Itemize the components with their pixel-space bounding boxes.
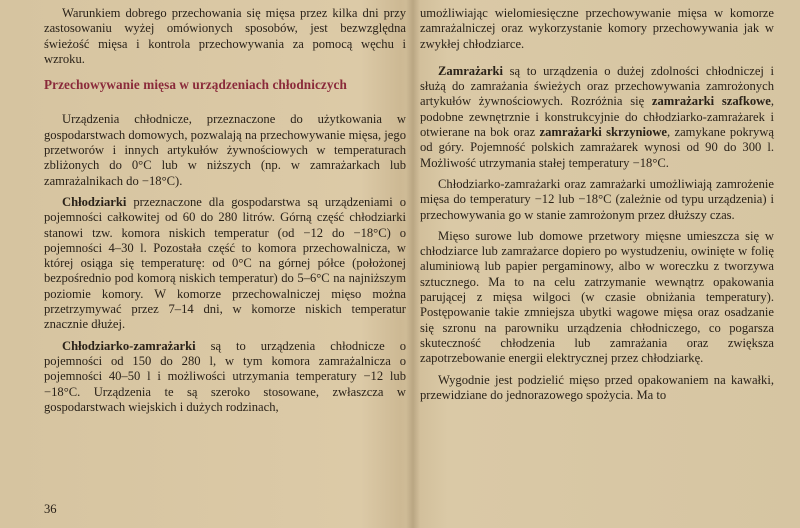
left-column xyxy=(44,6,406,421)
freezers-paragraph xyxy=(420,64,774,171)
fridge-freezers-term: Chłodziarko-zamrażarki xyxy=(62,338,196,353)
fridge-freezers-paragraph xyxy=(44,339,406,415)
freezers-text-c: , zamykane pokrywą od góry. Pojemność polskich zamrażarek wynosi od 90 do 300 l. Możliwość utrzymania stałej temperatury −18°C. xyxy=(420,125,774,170)
freezing-paragraph: Chłodziarko-zamrażarki oraz zamrażarki umożliwiają zamrożenie mięsa do temperatury −12 lub −18°C (zależnie od typu urządzenia) i przechowywania go w stanie zamrożonym przez dłuższy czas. xyxy=(420,176,774,222)
section-heading: Przechowywanie mięsa w urządzeniach chłodniczych xyxy=(44,77,347,93)
fridges-term: Chłodziarki xyxy=(62,194,127,209)
page-fold xyxy=(406,0,420,528)
packaging-paragraph: Mięso surowe lub domowe przetwory mięsne umieszcza się w chłodziarce lub zamrażarce dopiero po wystudzeniu, owinięte w folię aluminiową lub papier pergaminowy, albo w woreczku z tworzywa sztucznego. Ma to na celu zatrzymanie wewnątrz opakowania parującej z mięsa wilgoci (w czasie obniżania temperatury). Postępowanie takie zmniejsza ubytki wagowe mięsa oraz osadzanie się szronu na parowniku urządzenia chłodniczego, co pogarsza skuteczność chłodzenia lub zamrażania oraz zwiększa zapotrzebowanie energii elektrycznej przez chłodziarkę. xyxy=(420,228,774,366)
page-number: 36 xyxy=(44,502,57,516)
intro-paragraph: Warunkiem dobrego przechowania się mięsa przez kilka dni przy zastosowaniu wyżej omówionych sposobów, jest bezwzględna świeżość mięsa i kontrola przechowywania za pomocą węchu i wzroku. xyxy=(44,6,406,66)
freezers-text-a: są to urządzenia o dużej zdolności chłodniczej i służą do zamrażania świeżych oraz przechowywania zamrożonych artykułów żywnościowych. Rozróżnia się xyxy=(420,63,774,109)
portioning-paragraph: Wygodnie jest podzielić mięso przed opakowaniem na kawałki, przewidziane do jednorazowego spożycia. Ma to xyxy=(420,372,774,402)
continuation-paragraph: umożliwiając wielomiesięczne przechowywanie mięsa w komorze zamrażalniczej oraz wykorzystanie komory przechowywania jak w zwykłej chłodziarce. xyxy=(420,6,774,51)
fridge-freezers-text: są to urządzenia chłodnicze o pojemności od 150 do 280 l, w tym komora zamrażalnicza o pojemności 40–50 l i możliwości utrzymania temperatury −12 lub −18°C. Urządzenia te są szeroko stosowane, zwłaszcza w gospodarstwach wiejskich i dużych rodzinach, xyxy=(44,338,406,414)
cabinet-freezers-term: zamrażarki szafkowe xyxy=(651,94,771,109)
right-column xyxy=(420,6,774,409)
appliances-paragraph: Urządzenia chłodnicze, przeznaczone do użytkowania w gospodarstwach domowych, pozwalają na przechowywanie mięsa, jego przetworów i innych artykułów żywnościowych w temperaturach zbliżonych do 0°C lub w niższych (np. w zamrażarkach lub zamrażalnikach do −18°C). xyxy=(44,112,406,188)
freezers-term: Zamrażarki xyxy=(438,63,504,78)
fridges-text: przeznaczone dla gospodarstwa są urządzeniami o pojemności całkowitej od 60 do 280 litrów. Górną część chłodziarki stanowi tzw. komora niskich temperatur (od −12 do −18°C) o pojemności 4–30 l. Pozostała część to komora przechowalnicza, w której osiąga się temperaturę: od 0°C na górnej półce (położonej bezpośrednio pod komorą niskich temperatur) do 5–6°C na najniższym poziomie komory. W komorze przechowalniczej mięso można przetrzymywać przez 7–14 dni, w komorze niskich temperatur znacznie dłużej. xyxy=(44,194,406,332)
chest-freezers-term: zamrażarki skrzyniowe xyxy=(539,125,667,140)
fridges-paragraph xyxy=(44,195,406,333)
freezers-text-b: , podobne zewnętrznie i konstrukcyjnie do chłodziarko-zamrażarek i otwierane na bok oraz xyxy=(420,94,774,140)
